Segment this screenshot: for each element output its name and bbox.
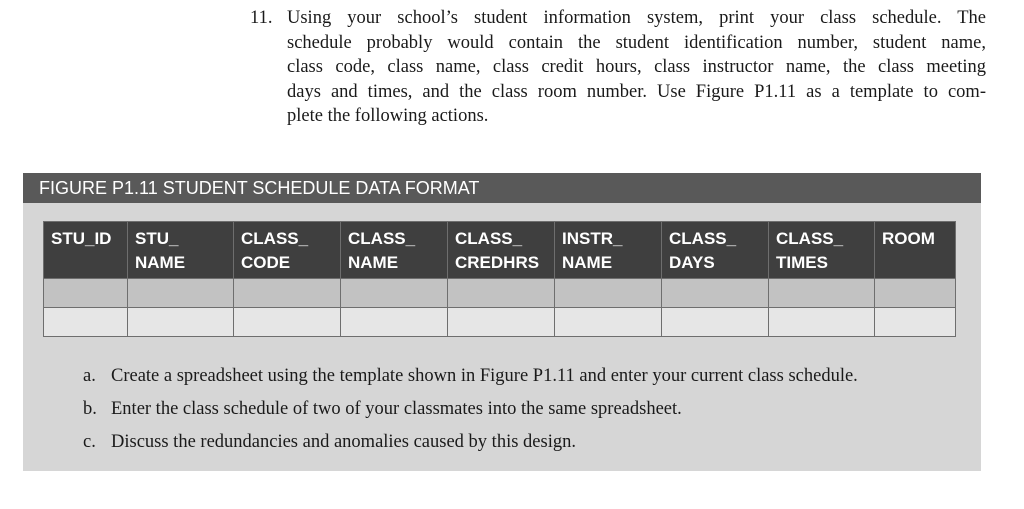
table-cell bbox=[341, 308, 448, 337]
question-line: days and times, and the class room number. Use Figure P1.11 as a template to com- bbox=[287, 81, 986, 102]
figure-title: FIGURE P1.11 STUDENT SCHEDULE DATA FORMAT bbox=[23, 173, 981, 203]
question-text bbox=[250, 6, 986, 129]
table-cell bbox=[234, 279, 341, 308]
action-item bbox=[83, 399, 682, 420]
table-cell bbox=[875, 279, 956, 308]
action-text: Create a spreadsheet using the template shown in Figure P1.11 and enter your current class schedule. bbox=[111, 366, 858, 386]
action-item bbox=[83, 366, 858, 387]
column-header-instr-name: INSTR_ NAME bbox=[555, 222, 662, 279]
column-header-class-code: CLASS_ CODE bbox=[234, 222, 341, 279]
action-letter: c. bbox=[83, 432, 96, 452]
column-header-class-name: CLASS_ NAME bbox=[341, 222, 448, 279]
figure-panel bbox=[23, 173, 981, 471]
table-cell bbox=[128, 279, 234, 308]
table-cell bbox=[448, 308, 555, 337]
column-header-room: ROOM bbox=[875, 222, 956, 279]
table-cell bbox=[662, 308, 769, 337]
action-text: Enter the class schedule of two of your classmates into the same spreadsheet. bbox=[111, 399, 682, 419]
action-letter: a. bbox=[83, 366, 96, 386]
table-cell bbox=[769, 308, 875, 337]
table-cell bbox=[128, 308, 234, 337]
table-cell bbox=[662, 279, 769, 308]
column-header-stu-name: STU_ NAME bbox=[128, 222, 234, 279]
table-row bbox=[44, 279, 956, 308]
table-cell bbox=[769, 279, 875, 308]
table-header-row bbox=[44, 222, 956, 279]
action-text: Discuss the redundancies and anomalies caused by this design. bbox=[111, 432, 576, 452]
table-cell bbox=[341, 279, 448, 308]
column-header-stu-id: STU_ID bbox=[44, 222, 128, 279]
table-cell bbox=[555, 308, 662, 337]
question-body bbox=[287, 6, 986, 129]
action-item bbox=[83, 432, 576, 453]
schedule-table bbox=[43, 221, 956, 337]
column-header-class-days: CLASS_ DAYS bbox=[662, 222, 769, 279]
table-cell bbox=[44, 308, 128, 337]
question-number: 11. bbox=[250, 8, 273, 28]
table-cell bbox=[448, 279, 555, 308]
question-line: plete the following actions. bbox=[287, 106, 489, 126]
table-row bbox=[44, 308, 956, 337]
question-line: schedule probably would contain the student identification number, student name, bbox=[287, 32, 986, 53]
column-header-class-times: CLASS_ TIMES bbox=[769, 222, 875, 279]
action-letter: b. bbox=[83, 399, 97, 419]
table-cell bbox=[555, 279, 662, 308]
column-header-class-credhrs: CLASS_ CREDHRS bbox=[448, 222, 555, 279]
question-line: class code, class name, class credit hours, class instructor name, the class meeting bbox=[287, 57, 986, 77]
table-cell bbox=[875, 308, 956, 337]
table-cell bbox=[234, 308, 341, 337]
table-cell bbox=[44, 279, 128, 308]
question-line: Using your school’s student information system, print your class schedule. The bbox=[287, 8, 986, 28]
